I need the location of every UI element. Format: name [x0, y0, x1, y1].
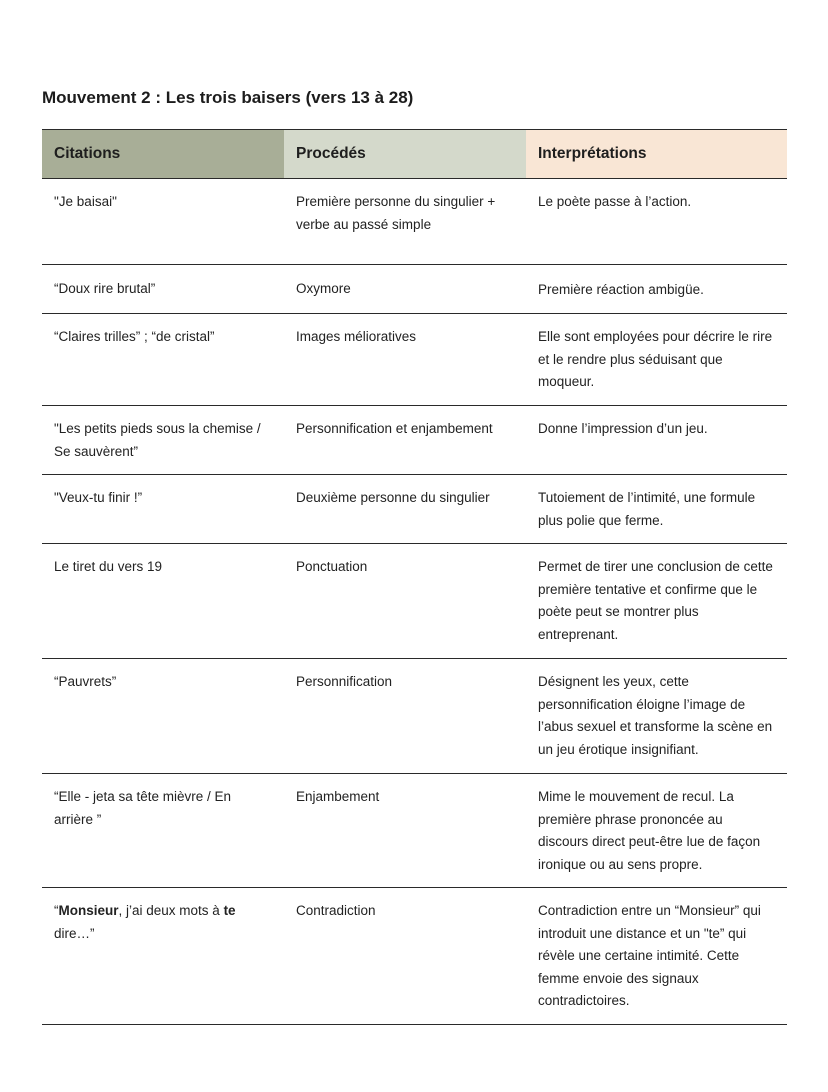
table-row [42, 659, 787, 774]
table-row [42, 544, 787, 659]
header-interpretations: Interprétations [526, 130, 787, 179]
citation-cell: "Je baisai" [54, 194, 117, 209]
table-header-row [42, 130, 787, 179]
interpretation-cell: Donne l’impression d’un jeu. [538, 421, 708, 436]
interpretation-cell: Mime le mouvement de recul. La première phrase prononcée au discours direct peut-être lue de façon ironique ou au sens propre. [538, 789, 761, 872]
procede-cell: Première personne du singulier + verbe au passé simple [296, 194, 496, 232]
header-procedes: Procédés [284, 130, 526, 179]
interpretation-cell: Première réaction ambigüe. [538, 282, 704, 297]
table-row [42, 179, 787, 265]
procede-cell: Images mélioratives [296, 329, 417, 344]
citation-middle-text: , j’ai deux mots à [118, 903, 224, 918]
citation-bold-te: te [223, 903, 236, 918]
analysis-table [42, 129, 787, 1025]
citation-cell: “Doux rire brutal” [54, 281, 156, 296]
table-row [42, 265, 787, 314]
table-row [42, 406, 787, 475]
table-row [42, 774, 787, 888]
procede-cell: Personnification [296, 674, 393, 689]
section-title: Mouvement 2 : Les trois baisers (vers 13 à 28) [42, 88, 414, 107]
procede-cell: Personnification et enjambement [296, 421, 493, 436]
citation-cell: "Veux-tu finir !” [54, 490, 143, 505]
citation-bold-monsieur: Monsieur [58, 903, 119, 918]
procede-cell: Enjambement [296, 789, 380, 804]
procede-cell: Oxymore [296, 281, 351, 296]
citation-cell: “Elle - jeta sa tête mièvre / En arrière ” [54, 789, 232, 827]
procede-cell: Ponctuation [296, 559, 368, 574]
citation-cell: Le tiret du vers 19 [54, 559, 163, 574]
interpretation-cell: Permet de tirer une conclusion de cette première tentative et confirme que le poète peut se montrer plus entreprenant. [538, 559, 773, 642]
interpretation-cell: Désignent les yeux, cette personnification éloigne l’image de l’abus sexuel et transforme la scène en un jeu érotique insignifiant. [538, 674, 773, 757]
citation-cell: “Claires trilles” ; “de cristal” [54, 329, 215, 344]
citation-cell: "Les petits pieds sous la chemise / Se sauvèrent” [54, 421, 261, 459]
interpretation-cell: Elle sont employées pour décrire le rire et le rendre plus séduisant que moqueur. [538, 329, 773, 389]
table-row [42, 888, 787, 1025]
procede-cell: Deuxième personne du singulier [296, 490, 490, 505]
citation-open-quote: “ [54, 903, 59, 918]
interpretation-cell: Contradiction entre un “Monsieur” qui introduit une distance et un "te” qui révèle une certaine intimité. Cette femme envoie des signaux contradictoires. [538, 903, 761, 1008]
procede-cell: Contradiction [296, 903, 376, 918]
interpretation-cell: Tutoiement de l’intimité, une formule plus polie que ferme. [538, 490, 756, 528]
table-row [42, 475, 787, 544]
interpretation-cell: Le poète passe à l’action. [538, 194, 692, 209]
citation-cell [42, 888, 284, 1025]
header-citations: Citations [42, 130, 284, 179]
table-row [42, 314, 787, 406]
citation-cell: “Pauvrets” [54, 674, 117, 689]
citation-end-text: dire…” [54, 925, 95, 941]
